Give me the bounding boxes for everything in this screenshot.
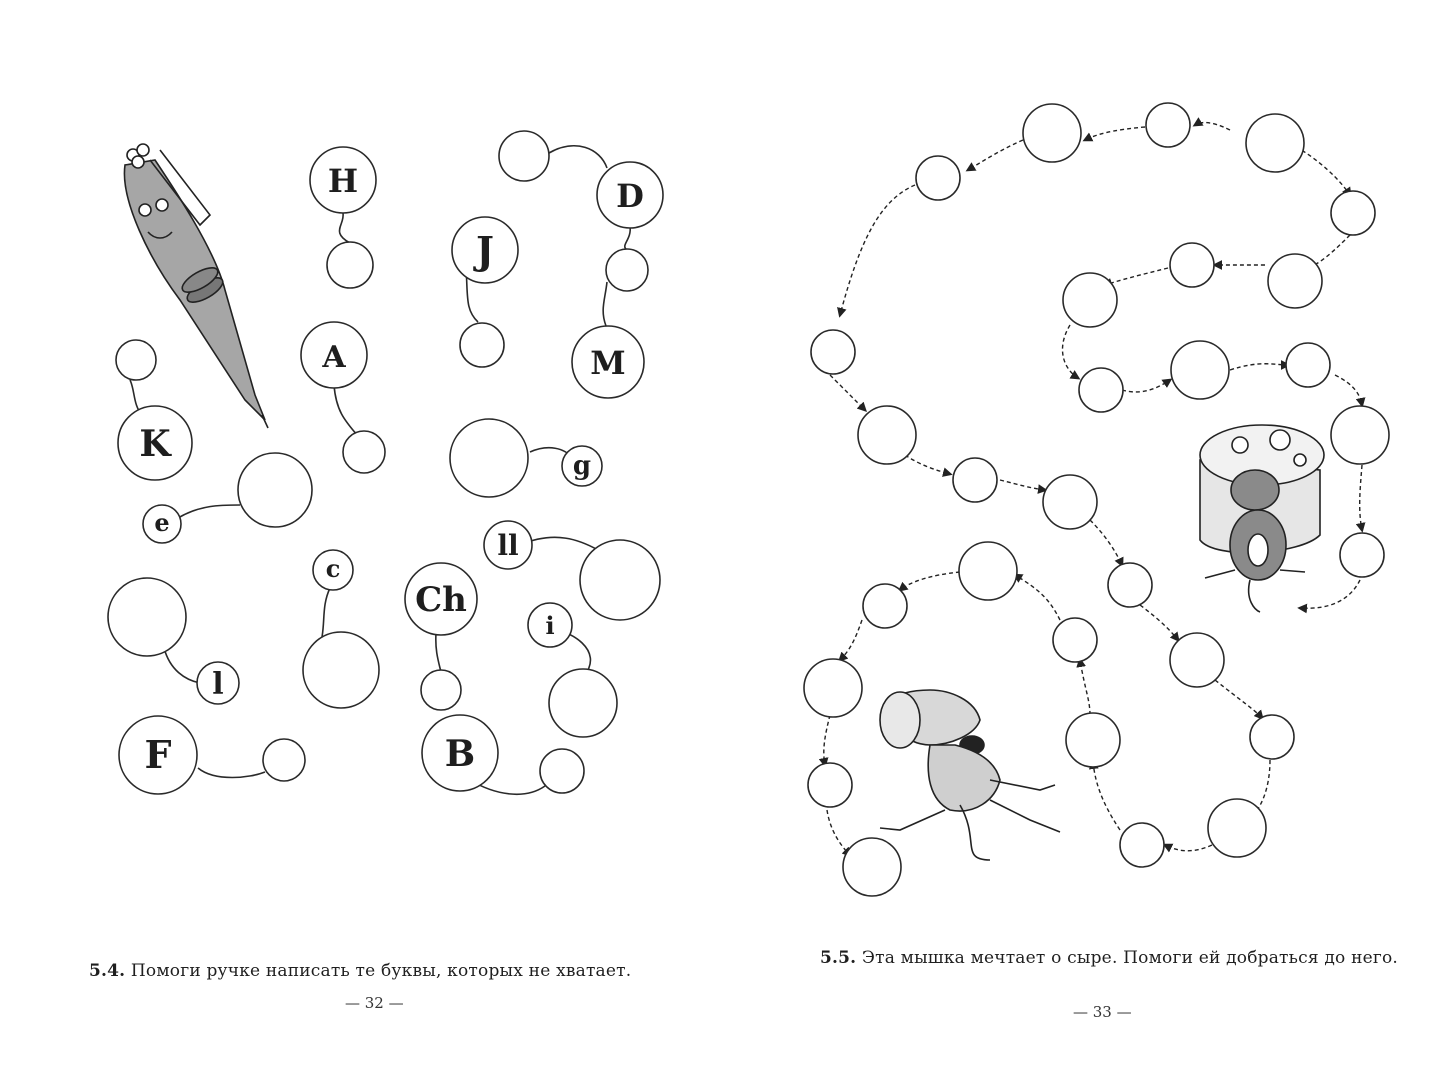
letter-d: D: [616, 177, 644, 215]
pen-character-icon: [124, 144, 268, 428]
letter-j: J: [476, 228, 494, 273]
task-5-4-caption: [89, 958, 709, 984]
task-5-4-number: 5.4.: [89, 961, 126, 981]
mouse-with-cheese-icon: [1200, 425, 1324, 612]
letter-ll: ll: [497, 529, 519, 562]
letter-k: K: [139, 423, 171, 465]
letter-g: g: [572, 451, 592, 481]
letter-e: e: [154, 508, 170, 537]
letter-i: i: [545, 611, 555, 640]
page-number-right: — 33 —: [1073, 1003, 1132, 1021]
task-5-4-text: Помоги ручке написать те буквы, которых не хватает.: [130, 961, 632, 981]
letter-c: c: [325, 554, 341, 583]
page-number-left: — 32 —: [345, 994, 404, 1012]
letter-m: M: [590, 344, 626, 382]
letter-a: A: [322, 340, 346, 375]
task-5-5-caption: [820, 945, 1420, 971]
letter-f: F: [144, 732, 172, 777]
task-5-5-number: 5.5.: [820, 948, 857, 968]
letter-l: l: [212, 667, 224, 702]
running-mouse-icon: [880, 690, 1060, 860]
task-5-5-text: Эта мышка мечтает о сыре. Помоги ей добраться до него.: [861, 948, 1399, 968]
letter-b: B: [444, 733, 476, 775]
letter-h: H: [327, 162, 359, 200]
letter-ch: Ch: [415, 580, 467, 620]
